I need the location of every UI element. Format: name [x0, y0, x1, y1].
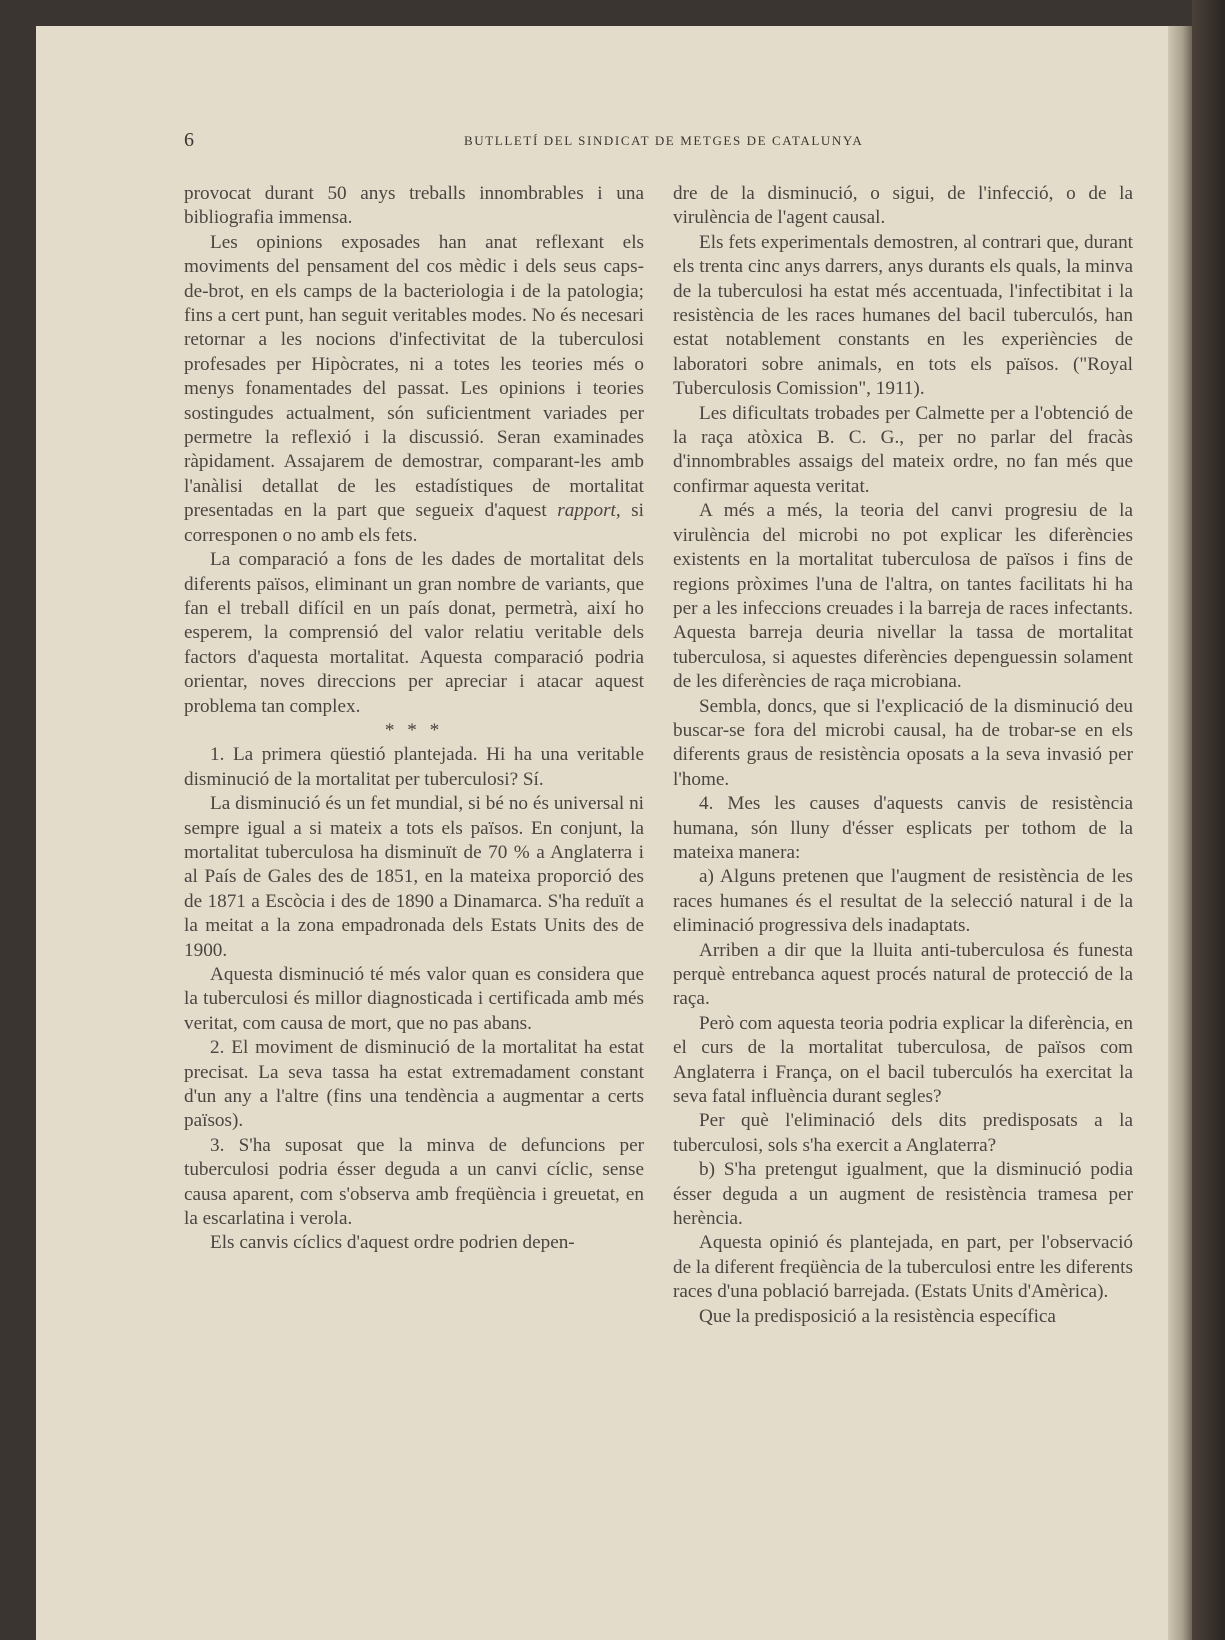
paragraph: La disminució és un fet mundial, si bé no és universal ni sempre igual a si mateix a tots els països. En conjunt, la mortalitat tuberculosa ha disminuït de 70 % a Anglaterra i al País de Gales des de 1851, en la mateixa proporció des de 1871 a Escòcia i des de 1890 a Dinamarca. S'ha reduït a la meitat a la zona empadronada dels Estats Units des de 1900.	[184, 793, 644, 961]
left-column	[184, 182, 644, 1256]
italic-term: rapport,	[557, 500, 621, 522]
right-column	[673, 182, 1133, 1329]
paragraph: b) S'ha pretengut igualment, que la disminució podia ésser deguda a un augment de resistència tramesa per herència.	[673, 1159, 1133, 1230]
paragraph: Però com aquesta teoria podria explicar la diferència, en el curs de la mortalitat tuberculosa, de països com Anglaterra i França, on el bacil tuberculós ha exercitat la seva fatal influència durant segles?	[673, 1012, 1133, 1108]
paragraph: Que la predisposició a la resistència específica	[699, 1305, 1056, 1327]
paragraph: 1. La primera qüestió plantejada. Hi ha una veritable disminució de la mortalitat per tuberculosi? Sí.	[184, 744, 644, 790]
paragraph: Els canvis cíclics d'aquest ordre podrien depen-	[210, 1232, 575, 1254]
paragraph: Els fets experimentals demostren, al contrari que, durant els trenta cinc anys darrers, anys durants els quals, la minva de la tuberculosi ha estat més accentuada, l'infectibitat i la resistència de les races humanes del bacil tuberculós, han estat notablement constants en les experiències de laboratori sobre animals, en tots els països. ("Royal Tuberculosis Comission", 1911).	[673, 231, 1133, 400]
paragraph: Aquesta disminució té més valor quan es considera que la tuberculosi és millor diagnosticada i certificada amb més veritat, com causa de mort, que no pas abans.	[184, 964, 644, 1034]
page-number: 6	[184, 129, 194, 151]
book-edge	[1192, 0, 1225, 1640]
paragraph: 4. Mes les causes d'aquests canvis de resistència humana, són lluny d'ésser esplicats per tothom de la mateixa manera:	[673, 793, 1133, 863]
paragraph: Les dificultats trobades per Calmette per a l'obtenció de la raça atòxica B. C. G., per no parlar del fracàs d'innombrables assaigs del mateix ordre, no fan més que confirmar aquesta veritat.	[673, 402, 1133, 497]
paragraph: dre de la disminució, o sigui, de l'infecció, o de la virulència de l'agent causal.	[673, 183, 1133, 229]
paragraph: A més a més, la teoria del canvi progresiu de la virulència del microbi no pot explicar les diferències existents en la mortalitat tuberculosa de països i fins de regions pròximes l'una de l'altra, on tantes facilitats hi ha per a les infeccions creuades i la barreja de races infectants. Aquesta barreja deuria nivellar la tassa de mortalitat tuberculosa, si aquestes diferències depenguessin solament de les diferències de raça microbiana.	[673, 500, 1133, 693]
paragraph: Per què l'eliminació dels dits predisposats a la tuberculosi, sols s'ha exercit a Anglaterra?	[673, 1110, 1133, 1156]
paragraph: Arriben a dir que la lluita anti-tuberculosa és funesta perquè entrebanca aquest procés natural de protecció de la raça.	[673, 939, 1133, 1010]
paragraph: Sembla, doncs, que si l'explicació de la disminució deu buscar-se fora del microbi causal, ha de trobar-se en els diferents graus de resistència oposats a la seva invasió per l'home.	[673, 695, 1133, 790]
paragraph: provocat durant 50 anys treballs innombrables i una bibliografia immensa.	[184, 183, 644, 229]
running-head: BUTLLETÍ DEL SINDICAT DE METGES DE CATALUNYA	[464, 133, 864, 148]
paragraph: La comparació a fons de les dades de mortalitat dels diferents països, eliminant un gran nombre de variants, que fan el treball difícil en un país donat, permetrà, així ho esperem, la comprensió del valor relatiu veritable dels factors d'aquesta mortalitat. Aquesta comparació podria orientar, noves direccions per apreciar i atacar aquest problema tan complex.	[184, 549, 644, 717]
paragraph: 2. El moviment de disminució de la mortalitat ha estat precisat. La seva tassa ha estat extremadament constant d'un any a l'altre (fins una tendència a augmentar a certs països).	[184, 1037, 644, 1132]
paragraph: Les opinions exposades han anat reflexant els moviments del pensament del cos mèdic i dels seus caps-de-brot, en els camps de la bacteriologia i de la patologia; fins a cert punt, han seguit veritables modes. No és necesari retornar a les nocions d'infectivitat de la tuberculosi profesades per Hipòcrates, ni a totes les teories més o menys fonamentades del passat. Les opinions i teories sostingudes actualment, són suficientment variades per permetre la reflexió i la discussió. Seran examinades ràpidament. Assajarem de demostrar, comparant-les amb l'anàlisi detallat de les estadístiques de mortalitat presentadas en la part que segueix d'aquest rapport, si corresponen o no amb els fets.	[184, 231, 644, 546]
paragraph: a) Alguns pretenen que l'augment de resistència de les races humanes és el resultat de la selecció natural i de la eliminació progressiva dels inadaptats.	[673, 866, 1133, 937]
section-separator: * * *	[384, 719, 444, 741]
page-header	[184, 129, 1134, 153]
paragraph: 3. S'ha suposat que la minva de defuncions per tuberculosi podria ésser deguda a un canvi cíclic, sense causa aparent, com s'observa amb freqüència i greuetat, en la escarlatina i verola.	[184, 1134, 644, 1230]
page-spine-shadow	[1168, 26, 1192, 1640]
paragraph: Aquesta opinió és plantejada, en part, per l'observació de la diferent freqüència de la tuberculosi entre les diferents races d'una població barrejada. (Estats Units d'Amèrica).	[673, 1232, 1133, 1303]
